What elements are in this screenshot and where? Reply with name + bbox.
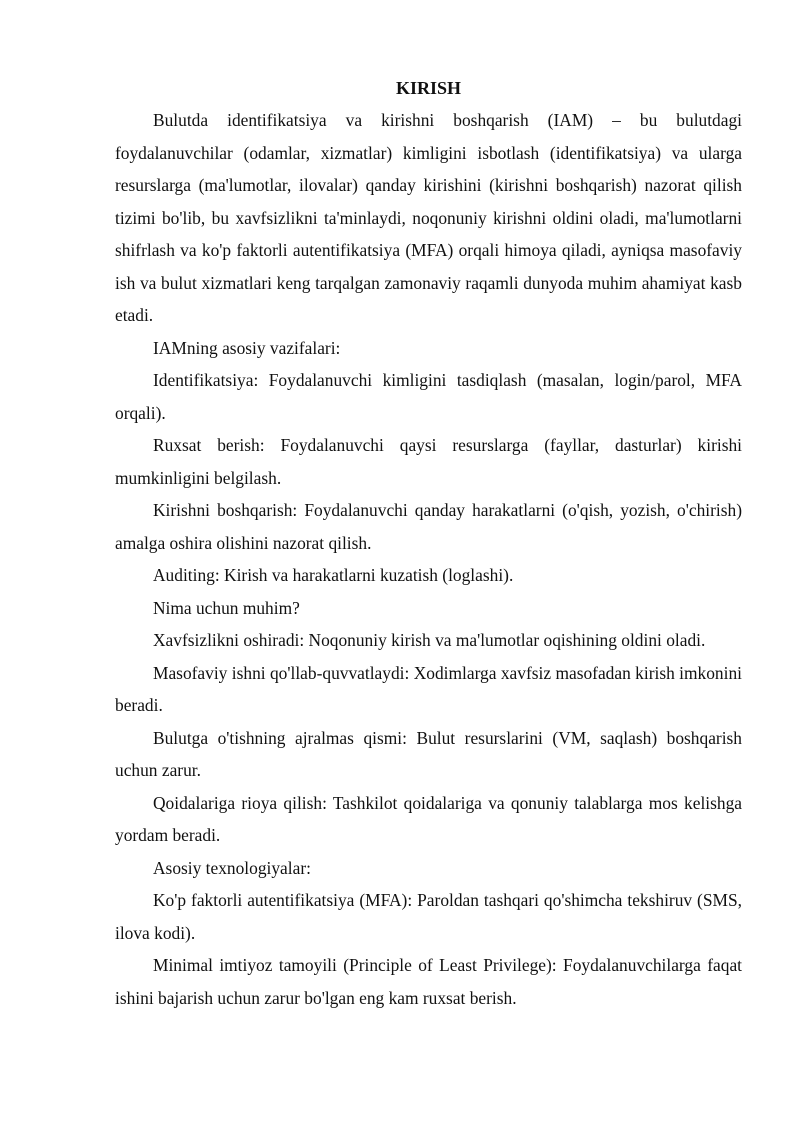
intro-paragraph: Bulutda identifikatsiya va kirishni boshqarish (IAM) – bu bulutdagi foydalanuvchilar (odamlar, xizmatlar) kimligini isbotlash (identifikatsiya) va ularga resurslarga (ma'lumotlar, ilovalar) qanday kirishini (kirishni boshqarish) nazorat qilish tizimi bo'lib, bu xavfsizlikni ta'minlaydi, noqonuniy kirishni oldini oladi, ma'lumotlarni shifrlash va ko'p faktorli autentifikatsiya (MFA) orqali himoya qiladi, ayniqsa masofaviy ish va bulut xizmatlari keng tarqalgan zamonaviy raqamli dunyoda muhim ahamiyat kasb etadi. [115,110,742,325]
section-heading-why-important: Nima uchun muhim? [153,597,300,618]
section-heading-technologies: Asosiy texnologiyalar: [153,857,311,878]
paragraph-security: Xavfsizlikni oshiradi: Noqonuniy kirish va ma'lumotlar oqishining oldini oladi. [153,630,706,650]
paragraph-compliance: Qoidalariga rioya qilish: Tashkilot qoidalariga va qonuniy talablarga mos kelishga yordam beradi. [115,792,742,845]
paragraph-authorization: Ruxsat berish: Foydalanuvchi qaysi resurslarga (fayllar, dasturlar) kirishi mumkinligini belgilash. [115,435,742,488]
paragraph-least-privilege: Minimal imtiyoz tamoyili (Principle of Least Privilege): Foydalanuvchilarga faqat ishini bajarish uchun zarur bo'lgan eng kam ruxsat berish. [115,955,742,1008]
paragraph-auditing: Auditing: Kirish va harakatlarni kuzatish (loglashi). [153,565,514,585]
document-page [115,72,742,1014]
paragraph-cloud-migration: Bulutga o'tishning ajralmas qismi: Bulut resurslarini (VM, saqlash) boshqarish uchun zarur. [115,727,742,780]
section-heading-iam-functions: IAMning asosiy vazifalari: [153,337,341,358]
paragraph-access-control: Kirishni boshqarish: Foydalanuvchi qanday harakatlarni (o'qish, yozish, o'chirish) amalga oshira olishini nazorat qilish. [115,500,742,553]
document-title: KIRISH [395,78,462,98]
paragraph-mfa: Ko'p faktorli autentifikatsiya (MFA): Paroldan tashqari qo'shimcha tekshiruv (SMS, ilova kodi). [115,890,742,943]
paragraph-identification: Identifikatsiya: Foydalanuvchi kimligini tasdiqlash (masalan, login/parol, MFA orqali). [115,370,742,423]
paragraph-remote-work: Masofaviy ishni qo'llab-quvvatlaydi: Xodimlarga xavfsiz masofadan kirish imkonini beradi. [115,662,742,715]
